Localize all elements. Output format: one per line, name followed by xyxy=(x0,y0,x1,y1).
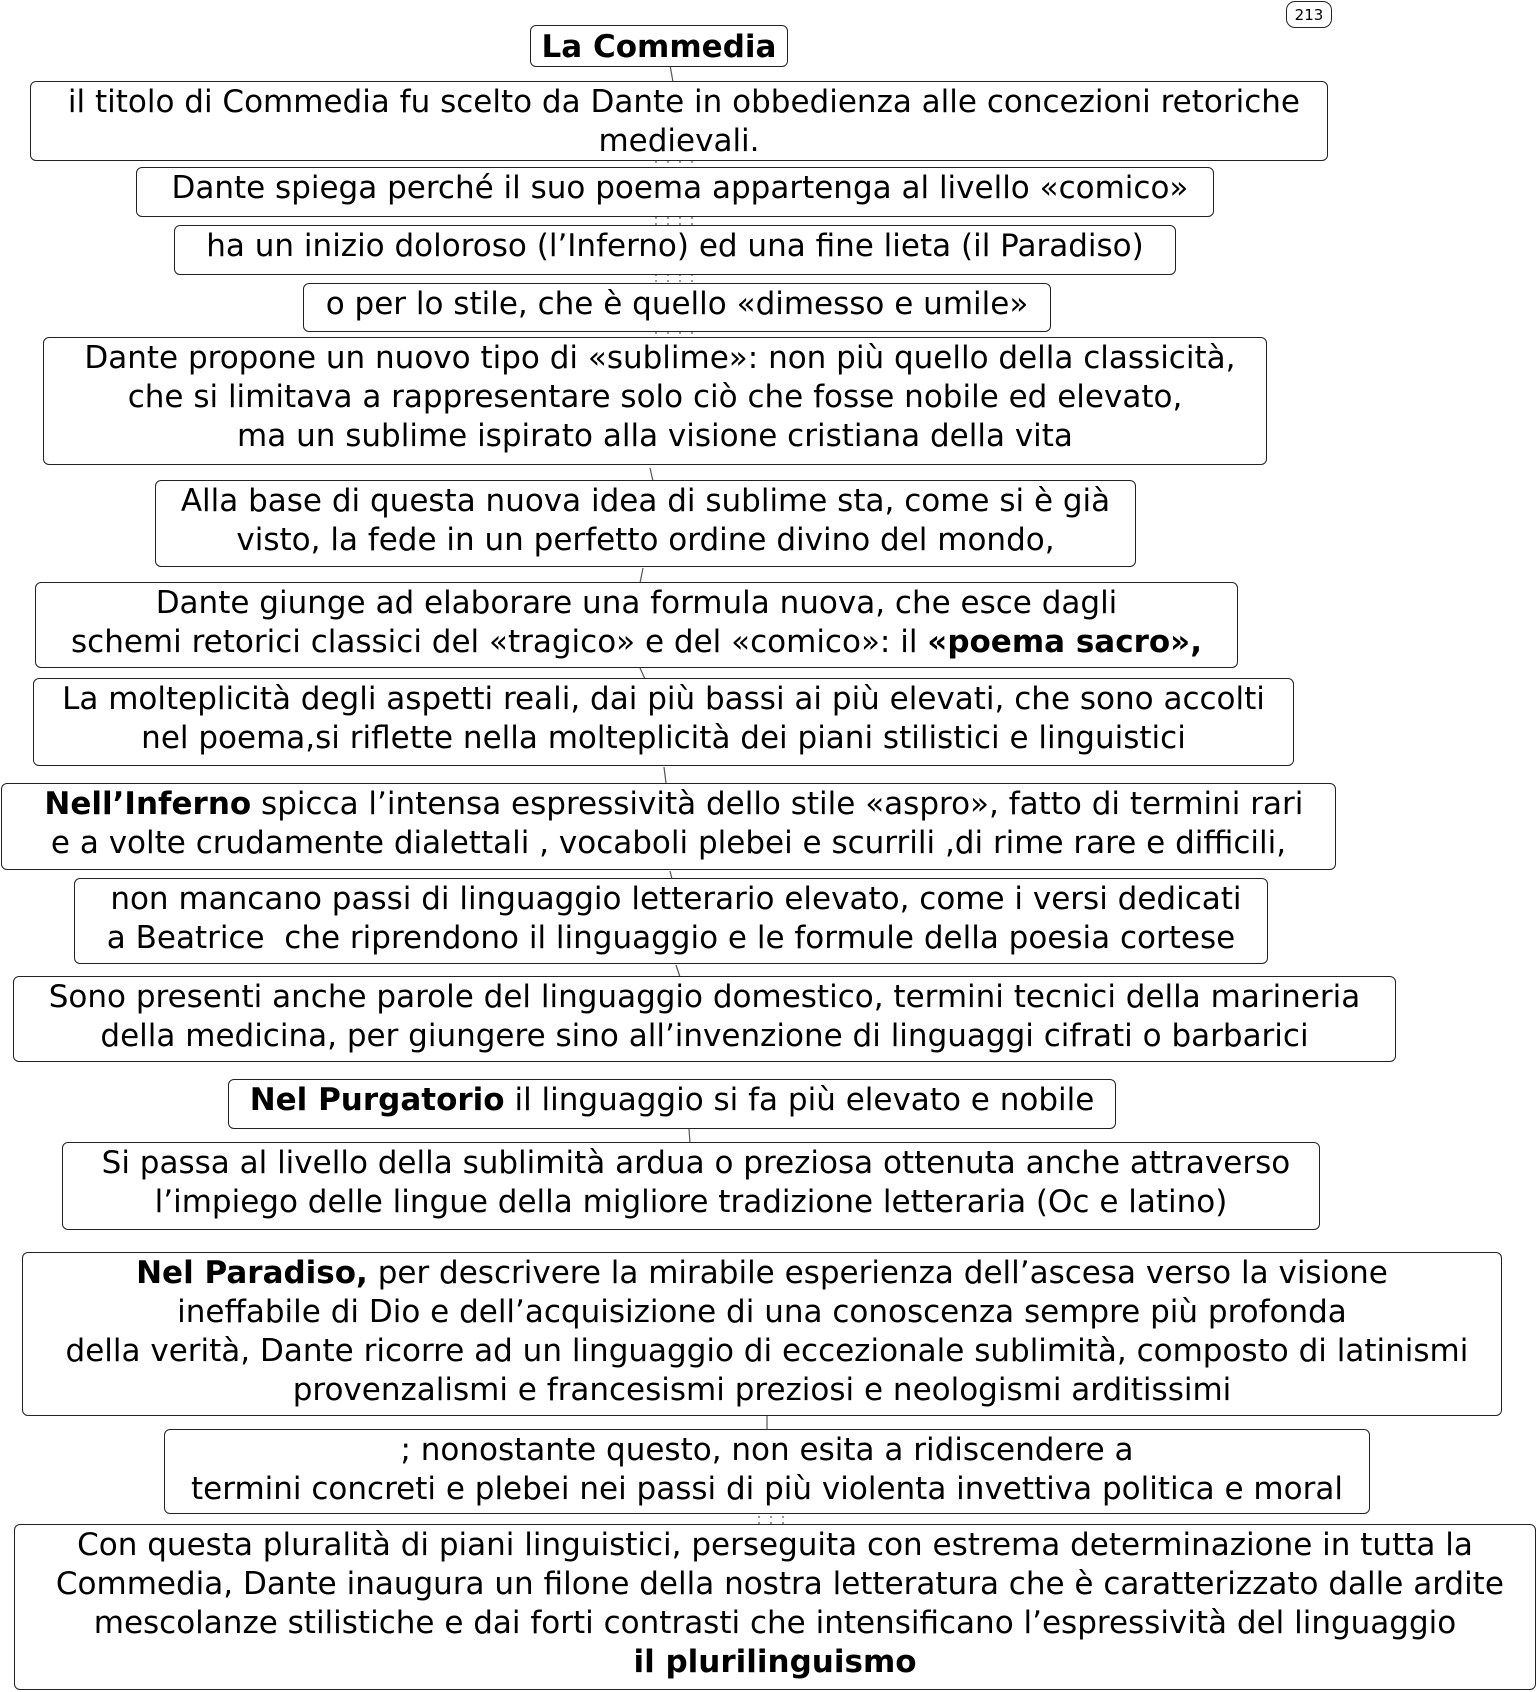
node-nuovo-sublime[interactable] xyxy=(43,337,1267,465)
node-line: a Beatrice che riprendono il linguaggio e le formule della poesia cortese xyxy=(106,920,1236,956)
connector xyxy=(664,767,666,783)
node-nonostante[interactable] xyxy=(164,1429,1370,1514)
node-line: Alla base di questa nuova idea di sublime sta, come si è già xyxy=(180,483,1111,519)
node-line: della verità, Dante ricorre ad un linguaggio di eccezionale sublimità, composto di latinismi xyxy=(55,1333,1469,1369)
node-sublimita-ardua[interactable] xyxy=(62,1142,1320,1230)
node-purgatorio[interactable] xyxy=(228,1079,1116,1129)
node-line: il linguaggio si fa più elevato e nobile xyxy=(504,1082,1095,1118)
node-livello-comico[interactable] xyxy=(136,167,1214,217)
node-line: nel poema,si riflette nella molteplicità dei piani stilistici e linguistici xyxy=(141,720,1186,756)
connector xyxy=(689,1129,690,1143)
node-line: termini concreti e plebei nei passi di più violenta invettiva politica e moral xyxy=(191,1471,1343,1507)
root-node-label: La Commedia xyxy=(541,29,777,65)
poema-sacro-emphasis: «poema sacro», xyxy=(927,624,1202,660)
node-line: Dante giunge ad elaborare una formula nuova, che esce dagli xyxy=(155,585,1118,621)
node-line: spicca l’intensa espressività dello stile «aspro», fatto di termini rari xyxy=(251,786,1304,822)
node-inferno[interactable] xyxy=(1,783,1336,870)
node-base-sublime[interactable] xyxy=(155,480,1136,567)
node-line: visto, la fede in un perfetto ordine divino del mondo, xyxy=(236,522,1055,558)
node-line: ma un sublime ispirato alla visione cristiana della vita xyxy=(237,418,1073,454)
node-line: schemi retorici classici del «tragico» e del «comico»: il xyxy=(71,624,928,660)
node-molteplicita[interactable] xyxy=(33,678,1294,766)
node-line: ha un inizio doloroso (l’Inferno) ed una fine lieta (il Paradiso) xyxy=(206,228,1144,264)
node-line: Sono presenti anche parole del linguaggio domestico, termini tecnici della marineria xyxy=(48,979,1361,1015)
node-line: La molteplicità degli aspetti reali, dai più bassi ai più elevati, che sono accolti xyxy=(62,681,1265,717)
node-line: il titolo di Commedia fu scelto da Dante in obbedienza alle concezioni retoriche xyxy=(58,84,1300,120)
node-titolo[interactable] xyxy=(30,81,1328,161)
node-line: mescolanze stilistiche e dai forti contrasti che intensificano l’espressività del linguaggio xyxy=(93,1605,1457,1641)
node-line: che si limitava a rappresentare solo ciò che fosse nobile ed elevato, xyxy=(127,379,1183,415)
node-line: Con questa pluralità di piani linguistici, perseguita con estrema determinazione in tutta la xyxy=(77,1527,1473,1563)
node-line: l’impiego delle lingue della migliore tradizione letteraria (Oc e latino) xyxy=(154,1184,1228,1220)
node-passi-elevati[interactable] xyxy=(74,878,1268,964)
node-inizio-fine[interactable] xyxy=(174,225,1176,275)
node-line: e a volte crudamente dialettali , vocaboli plebei e scurrili ,di rime rare e difficili, xyxy=(50,825,1287,861)
node-stile[interactable] xyxy=(303,283,1051,332)
node-line: Dante propone un nuovo tipo di «sublime»: non più quello della classicità, xyxy=(74,340,1236,376)
node-line: Si passa al livello della sublimità ardua o preziosa ottenuta anche attraverso xyxy=(91,1145,1291,1181)
connector xyxy=(670,65,673,82)
page-number-badge: 213 xyxy=(1286,1,1332,28)
inferno-emphasis: Nell’Inferno xyxy=(33,786,252,822)
node-line: provenzalismi e francesismi preziosi e neologismi arditissimi xyxy=(292,1372,1232,1408)
root-node-title[interactable] xyxy=(530,25,788,67)
node-line: medievali. xyxy=(598,123,760,159)
node-parole-domestiche[interactable] xyxy=(13,976,1396,1062)
node-line: Dante spiega perché il suo poema appartenga al livello «comico» xyxy=(161,170,1189,206)
purgatorio-emphasis: Nel Purgatorio xyxy=(249,1082,505,1118)
node-line: Commedia, Dante inaugura un filone della nostra letteratura che è caratterizzato dalle ardite xyxy=(46,1566,1504,1602)
node-poema-sacro[interactable] xyxy=(35,582,1238,668)
node-line: della medicina, per giungere sino all’invenzione di linguaggi cifrati o barbarici xyxy=(100,1018,1309,1054)
paradiso-emphasis: Nel Paradiso, xyxy=(136,1255,368,1291)
node-line: non mancano passi di linguaggio letterario elevato, come i versi dedicati xyxy=(100,881,1242,917)
node-line: ; nonostante questo, non esita a ridiscendere a xyxy=(400,1432,1134,1468)
node-line: ineffabile di Dio e dell’acquisizione di una conoscenza sempre più profonda xyxy=(177,1294,1347,1330)
node-paradiso[interactable] xyxy=(22,1252,1502,1416)
node-plurilinguismo[interactable] xyxy=(14,1524,1536,1690)
node-line: per descrivere la mirabile esperienza dell’ascesa verso la visione xyxy=(367,1255,1388,1291)
node-line: o per lo stile, che è quello «dimesso e umile» xyxy=(325,286,1029,322)
connector xyxy=(640,568,643,583)
plurilinguismo-emphasis: il plurilinguismo xyxy=(633,1644,917,1680)
